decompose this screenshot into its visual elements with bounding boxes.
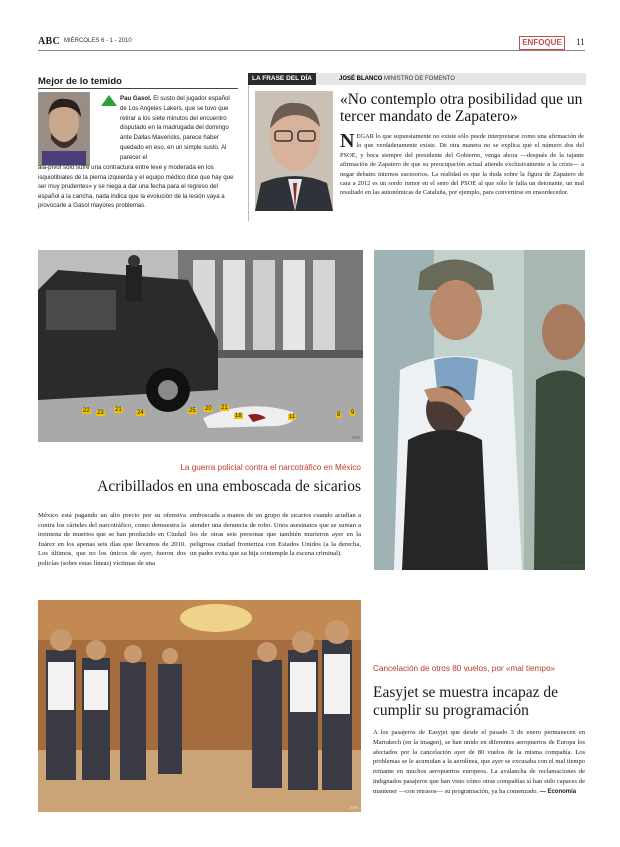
quote-label: LA FRASE DEL DÍA (248, 73, 316, 85)
story3-body-text: A los pasajeros de Easyjet que desde el pasado 3 de enero permanecen en Marrakech (en la imagen), se han unido en diferentes aeropuertos de Europa los afectados por la cancelación ayer de 80 vuelos de la misma compañía. Los problemas se le acumulan a la aerolínea, que ayer se excusaba con el mal tiempo reinante en muchos aeropuertos europeos. La avalancha de reclamaciones de indignados pasajeros que han visto cómo otras compañías sí han sido capaces de mantener —con retrasos— su programación, ya ha comenzado. (373, 729, 585, 795)
brief-text-a: El susto del jugador español de Los Angeles Lakers, que se tuvo que retirar a los siete minutos del encuentro disputado en la madrugada del domingo ante Dallas Mavericks, parece haber quedado en eso, en un simple susto. Al parecer el (120, 95, 230, 161)
section-reference-label[interactable]: Economía (547, 788, 577, 795)
evidence-marker: 18 (235, 413, 242, 419)
blanco-photo (255, 91, 333, 211)
photo-credit: EFE (350, 805, 358, 810)
story3-body (373, 728, 585, 798)
quote-byline (339, 73, 455, 85)
brief-rule (38, 88, 238, 89)
photo-credit: REUTERS (562, 563, 582, 568)
photo-credit: EFE (352, 435, 360, 440)
brief-text-continued: ala-pívot sólo sufre una contractura entre leve y moderada en los isquiotibiales de la pierna izquierda y el equipo médico dice que hay que ser muy prudentes» y se niega a dar una fecha para el regreso del español a la cancha, nada indica que la evolución de la lesión vaya a provocarle a Gasol mayores problemas. (38, 164, 234, 209)
evidence-marker: 8 (337, 412, 341, 418)
airport-photo (38, 600, 361, 812)
story1-body-col2: emboscada a manos de un grupo de sicarios cuando acudían a atender una denuncia de robo. Unos asesinatos que se suman a los de otras seis personas que también murieron ayer en la peligrosa ciudad fronteriza con Estados Unidos (a la derecha, un padre evita que su hija contemple la escena criminal). (190, 512, 361, 558)
quote-author: JOSÉ BLANCO (339, 76, 383, 82)
evidence-marker: 24 (137, 410, 144, 416)
quote-author-role: MINISTRO DE FOMENTO (382, 76, 455, 82)
trend-up-icon (101, 95, 117, 106)
quote-headline: «No contemplo otra posibilidad que un tercer mandato de Zapatero» (340, 91, 583, 125)
story1-headline: Acribillados en una emboscada de sicarios (97, 478, 361, 495)
quote-body (340, 132, 584, 198)
quote-dropcap: N (340, 130, 355, 152)
crime-scene-photo (38, 250, 363, 442)
story3-headline: Easyjet se muestra incapaz de cumplir su programación (373, 684, 559, 719)
evidence-marker: 9 (351, 410, 355, 416)
story3-kicker: Cancelación de otros 80 vuelos, por «mal tiempo» (373, 664, 556, 673)
evidence-marker: 25 (189, 408, 196, 414)
brief-text (120, 94, 236, 163)
gasol-photo (38, 92, 90, 166)
quote-body-text: EGAR lo que supuestamente no existe sólo puede interpretarse como una afirmación de lo que verdaderamente existe. De otra manera no se explica que el número dos del PSOE, y boca siempre del presidente del Gobierno, venga ahora —después de la tajante afirmación de Zapatero de que su preocupación actual atiende exclusivamente a la crisis— a negar debates internos sucesorios. La realidad es que la duda sobre la figura de Zapatero de cara a 2012 es un sordo rumor en el seno del PSOE al que sólo le falta un detonante, un mal resultado en las autonómicas de Cataluña, por ejemplo, para convertirse en ensordecedor. (340, 133, 584, 197)
evidence-marker: 11 (289, 414, 296, 420)
header-rule (38, 50, 585, 51)
section-badge: ENFOQUE (519, 36, 565, 50)
story1-kicker: La guerra policial contra el narcotráfico en México (180, 463, 361, 472)
section-reference-link[interactable]: — Economía (539, 788, 577, 795)
brief-title: Mejor de lo temido (38, 76, 122, 87)
evidence-marker: 22 (83, 408, 90, 414)
evidence-marker: 21 (221, 405, 228, 411)
evidence-marker: 21 (115, 407, 122, 413)
evidence-marker: 23 (97, 410, 104, 416)
newspaper-logo: ABC (38, 36, 61, 47)
brief-name: Pau Gasol. (120, 95, 152, 102)
story1-body-col1: México está pagando un alto precio por su ofensiva contra los cárteles del narcotráfico, como demuestra la treintena de muertos que se han producido en Ciudad Juárez en los apenas seis días que llevamos de 2010. Los últimos, que no los únicos de ayer, fueron dos policías (sobre estas líneas) víctimas de una (38, 512, 186, 567)
evidence-marker: 20 (205, 406, 212, 412)
father-daughter-photo (374, 250, 585, 570)
page-number: 11 (576, 37, 585, 47)
issue-date: MIÉRCOLES 6 - 1 - 2010 (64, 38, 132, 44)
